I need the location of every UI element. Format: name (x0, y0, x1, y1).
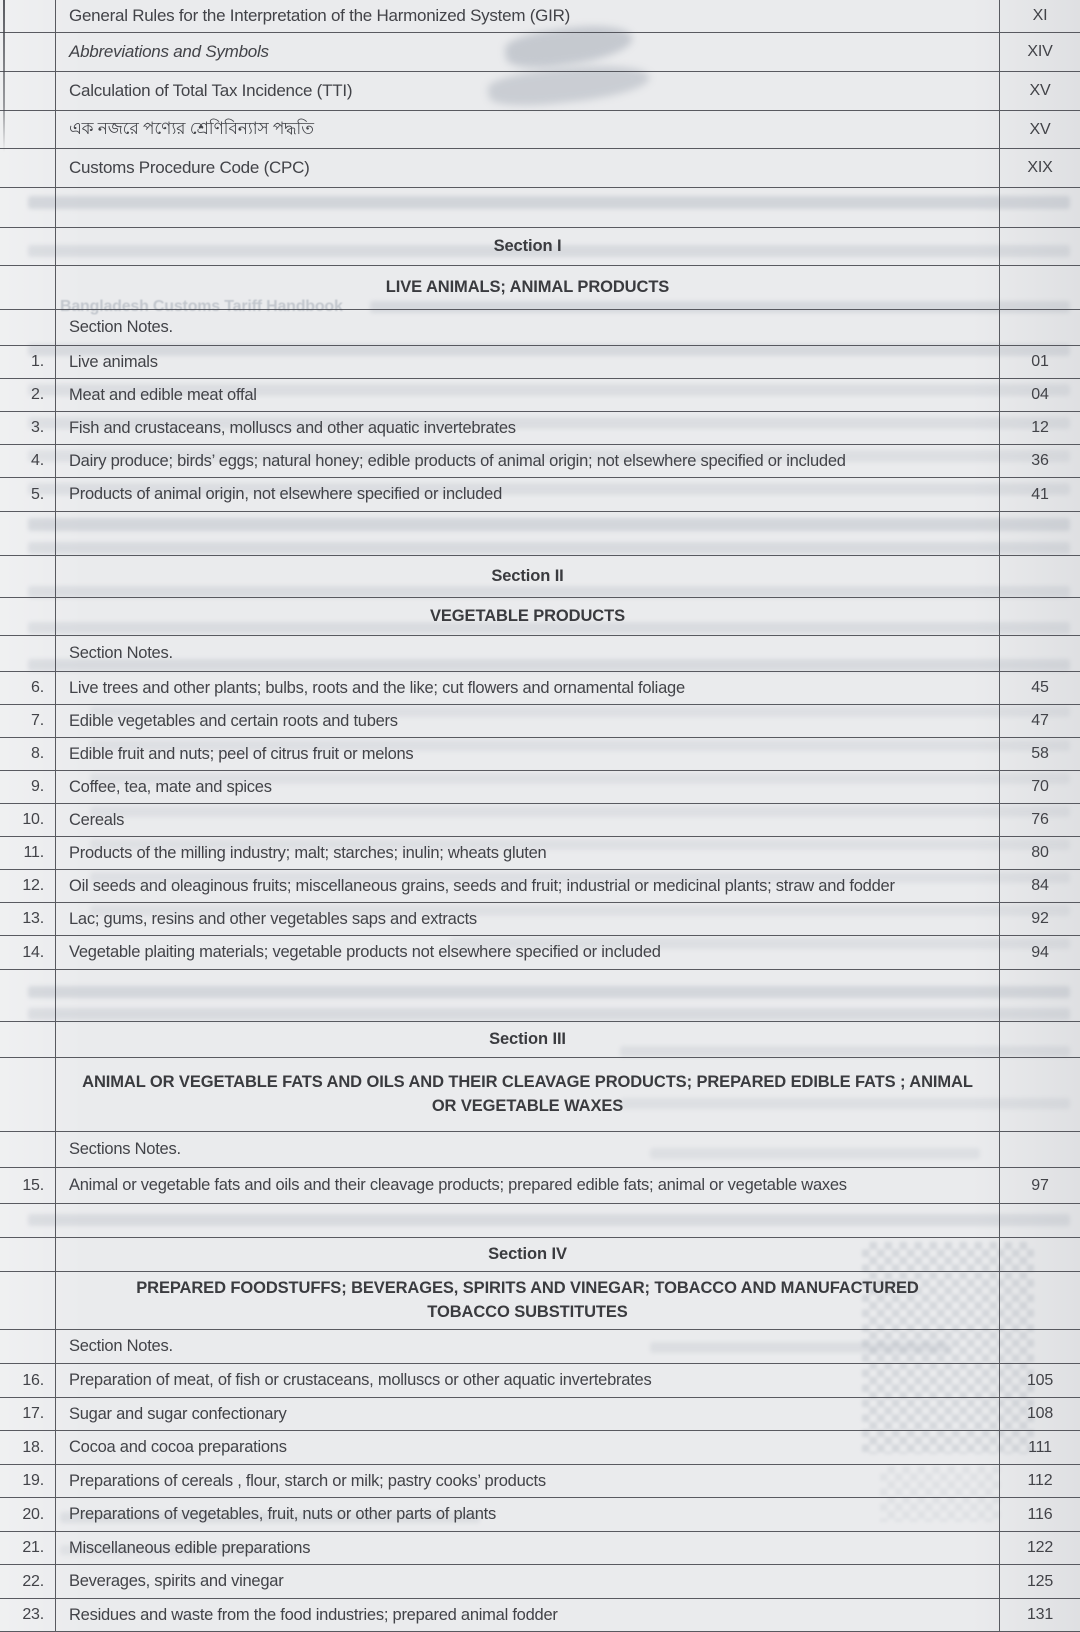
chapter-title: Live animals (69, 352, 158, 371)
section-title-row (0, 266, 1080, 310)
chapter-title: Edible vegetables and certain roots and tubers (69, 711, 398, 730)
chapter-number: 13. (0, 903, 56, 935)
table-row (0, 837, 1080, 870)
empty-number-cell (0, 228, 56, 265)
empty-number-cell (0, 0, 56, 32)
chapter-number: 10. (0, 804, 56, 836)
table-row (0, 1498, 1080, 1532)
table-row (0, 478, 1080, 512)
table-row (0, 936, 1080, 970)
chapter-title: Fish and crustaceans, molluscs and other aquatic invertebrates (69, 418, 516, 437)
table-row (0, 1364, 1080, 1398)
section-title-row (0, 598, 1080, 636)
page-number: 70 (999, 771, 1080, 803)
section-notes-label: Section Notes. (69, 318, 173, 336)
chapter-number: 15. (0, 1168, 56, 1203)
table-row (0, 672, 1080, 705)
page-number: 97 (999, 1168, 1080, 1203)
empty-page-cell (999, 1058, 1080, 1131)
page-number: 12 (999, 412, 1080, 444)
empty-page-cell (999, 970, 1080, 1021)
empty-page-cell (999, 512, 1080, 555)
section-heading: Section III (489, 1030, 566, 1048)
empty-page-cell (999, 1272, 1080, 1329)
section-title: VEGETABLE PRODUCTS (430, 606, 625, 625)
page-number: 76 (999, 804, 1080, 836)
page-number: 112 (999, 1465, 1080, 1497)
page-number: 58 (999, 738, 1080, 770)
section-heading-row (0, 1238, 1080, 1272)
table-row (0, 870, 1080, 903)
section-heading: Section II (491, 567, 564, 585)
chapter-number: 16. (0, 1364, 56, 1397)
empty-page-cell (999, 1330, 1080, 1363)
table-row (0, 804, 1080, 837)
section-notes-row (0, 636, 1080, 672)
section-notes-row (0, 310, 1080, 346)
empty-cell (56, 512, 999, 555)
page-number: 80 (999, 837, 1080, 869)
entry-title: Abbreviations and Symbols (69, 42, 269, 61)
section-title: PREPARED FOODSTUFFS; BEVERAGES, SPIRITS AND VINEGAR; TOBACCO AND MANUFACTURED TOBACCO SUBSTITUTES (136, 1278, 919, 1321)
section-heading: Section I (493, 237, 562, 255)
entry-title: General Rules for the Interpretation of the Harmonized System (GIR) (69, 6, 571, 25)
page-number: 125 (999, 1565, 1080, 1598)
table-row (0, 0, 1080, 33)
table-row (0, 1532, 1080, 1565)
empty-number-cell (0, 970, 56, 1021)
page-number: 47 (999, 705, 1080, 737)
section-notes-label: Sections Notes. (69, 1140, 181, 1158)
chapter-number: 3. (0, 412, 56, 444)
empty-number-cell (0, 1204, 56, 1237)
chapter-title: Vegetable plaiting materials; vegetable products not elsewhere specified or included (69, 943, 661, 961)
chapter-number: 12. (0, 870, 56, 902)
empty-page-cell (999, 598, 1080, 635)
entry-title: Customs Procedure Code (CPC) (69, 158, 310, 177)
chapter-number: 1. (0, 346, 56, 378)
page-number: 04 (999, 379, 1080, 411)
chapter-title: Lac; gums, resins and other vegetables saps and extracts (69, 909, 477, 928)
chapter-title: Sugar and sugar confectionary (69, 1404, 287, 1423)
chapter-number: 9. (0, 771, 56, 803)
chapter-title: Beverages, spirits and vinegar (69, 1572, 284, 1590)
chapter-title: Meat and edible meat offal (69, 385, 257, 404)
page-number: 105 (999, 1364, 1080, 1397)
page-number: 94 (999, 936, 1080, 969)
page-number: 36 (999, 445, 1080, 477)
table-row (0, 771, 1080, 804)
entry-title: এক নজরে পণ্যের শ্রেণিবিন্যাস পদ্ধতি (69, 118, 314, 138)
empty-page-cell (999, 1022, 1080, 1057)
chapter-number: 11. (0, 837, 56, 869)
page-number: XV (999, 72, 1080, 110)
chapter-title: Preparations of cereals , flour, starch or milk; pastry cooks’ products (69, 1471, 546, 1490)
empty-number-cell (0, 188, 56, 227)
empty-page-cell (999, 1132, 1080, 1167)
table-row (0, 33, 1080, 72)
ghost-gap-row (0, 970, 1080, 1022)
empty-number-cell (0, 310, 56, 345)
page-number: XIX (999, 149, 1080, 187)
chapter-number: 19. (0, 1465, 56, 1497)
table-row (0, 1398, 1080, 1431)
page-number: XI (999, 0, 1080, 32)
page-number: 122 (999, 1532, 1080, 1564)
section-title: LIVE ANIMALS; ANIMAL PRODUCTS (385, 277, 670, 296)
table-row (0, 1565, 1080, 1599)
section-title-row (0, 1272, 1080, 1330)
empty-cell (56, 970, 999, 1021)
entry-title: Calculation of Total Tax Incidence (TTI) (69, 81, 353, 100)
chapter-title: Preparation of meat, of fish or crustaceans, molluscs or other aquatic invertebrates (69, 1371, 652, 1389)
empty-number-cell (0, 1058, 56, 1131)
table-row (0, 738, 1080, 771)
empty-number-cell (0, 1132, 56, 1167)
section-notes-row (0, 1132, 1080, 1168)
page-number: 45 (999, 672, 1080, 704)
section-notes-label: Section Notes. (69, 1337, 173, 1355)
empty-number-cell (0, 149, 56, 187)
ghost-text-line: Bangladesh Customs Tariff Handbook (60, 298, 343, 315)
page-number: 84 (999, 870, 1080, 902)
empty-page-cell (999, 636, 1080, 671)
page-number: 92 (999, 903, 1080, 935)
empty-number-cell (0, 1022, 56, 1057)
table-row (0, 445, 1080, 478)
section-title: ANIMAL OR VEGETABLE FATS AND OILS AND THEIR CLEAVAGE PRODUCTS; PREPARED EDIBLE FATS ; ANIMAL OR VEGETABLE WAXES (82, 1072, 973, 1115)
empty-number-cell (0, 72, 56, 110)
table-row (0, 1465, 1080, 1498)
empty-cell (56, 1204, 999, 1237)
section-notes-row (0, 1330, 1080, 1364)
empty-number-cell (0, 598, 56, 635)
ghost-gap-row (0, 188, 1080, 228)
chapter-title: Dairy produce; birds’ eggs; natural honey; edible products of animal origin; not elsewhere specified or included (69, 451, 846, 470)
table-row (0, 111, 1080, 149)
chapter-title: Products of animal origin, not elsewhere specified or included (69, 485, 502, 503)
empty-number-cell (0, 33, 56, 71)
section-heading-row (0, 556, 1080, 598)
page-number: 41 (999, 478, 1080, 511)
table-row (0, 1599, 1080, 1632)
chapter-title: Animal or vegetable fats and oils and their cleavage products; prepared edible fats; animal or vegetable waxes (69, 1176, 847, 1194)
chapter-title: Cereals (69, 810, 125, 829)
empty-row (0, 1204, 1080, 1238)
page-number: 01 (999, 346, 1080, 378)
table-row (0, 903, 1080, 936)
page-number: 131 (999, 1599, 1080, 1631)
table-row (0, 1431, 1080, 1465)
section-heading: Section IV (488, 1245, 567, 1263)
empty-number-cell (0, 266, 56, 309)
section-title-row (0, 1058, 1080, 1132)
chapter-title: Products of the milling industry; malt; starches; inulin; wheats gluten (69, 843, 547, 862)
section-notes-label: Section Notes. (69, 644, 173, 662)
empty-number-cell (0, 111, 56, 148)
empty-page-cell (999, 266, 1080, 309)
chapter-title: Live trees and other plants; bulbs, roots and the like; cut flowers and ornamental foliage (69, 678, 685, 697)
table-row (0, 149, 1080, 188)
empty-page-cell (999, 1204, 1080, 1237)
empty-number-cell (0, 556, 56, 597)
table-row (0, 346, 1080, 379)
empty-number-cell (0, 512, 56, 555)
table-row (0, 412, 1080, 445)
chapter-number: 14. (0, 936, 56, 969)
ghost-gap-row (0, 512, 1080, 556)
chapter-title: Edible fruit and nuts; peel of citrus fruit or melons (69, 744, 414, 763)
section-heading-row (0, 228, 1080, 266)
chapter-title: Residues and waste from the food industries; prepared animal fodder (69, 1605, 558, 1624)
chapter-number: 22. (0, 1565, 56, 1598)
chapter-number: 7. (0, 705, 56, 737)
chapter-number: 18. (0, 1431, 56, 1464)
chapter-title: Miscellaneous edible preparations (69, 1538, 311, 1557)
chapter-title: Cocoa and cocoa preparations (69, 1438, 287, 1456)
table-row (0, 379, 1080, 412)
chapter-number: 17. (0, 1398, 56, 1430)
chapter-number: 5. (0, 478, 56, 511)
chapter-number: 20. (0, 1498, 56, 1531)
chapter-number: 4. (0, 445, 56, 477)
empty-number-cell (0, 1238, 56, 1271)
table-row (0, 705, 1080, 738)
empty-number-cell (0, 1330, 56, 1363)
empty-page-cell (999, 228, 1080, 265)
chapter-number: 23. (0, 1599, 56, 1631)
page-number: 116 (999, 1498, 1080, 1531)
empty-page-cell (999, 1238, 1080, 1271)
empty-page-cell (999, 556, 1080, 597)
chapter-number: 8. (0, 738, 56, 770)
chapter-number: 2. (0, 379, 56, 411)
section-heading-row (0, 1022, 1080, 1058)
chapter-number: 21. (0, 1532, 56, 1564)
empty-page-cell (999, 188, 1080, 227)
empty-page-cell (999, 310, 1080, 345)
chapter-number: 6. (0, 672, 56, 704)
table-row (0, 72, 1080, 111)
chapter-title: Coffee, tea, mate and spices (69, 777, 272, 796)
chapter-title: Oil seeds and oleaginous fruits; miscellaneous grains, seeds and fruit; industrial or medicinal plants; straw and fodder (69, 876, 895, 895)
page-number: 111 (999, 1431, 1080, 1464)
chapter-title: Preparations of vegetables, fruit, nuts or other parts of plants (69, 1505, 496, 1523)
empty-number-cell (0, 1272, 56, 1329)
page-number: XV (999, 111, 1080, 148)
empty-cell (56, 188, 999, 227)
page-number: 108 (999, 1398, 1080, 1430)
table-row (0, 1168, 1080, 1204)
page-number: XIV (999, 33, 1080, 71)
empty-number-cell (0, 636, 56, 671)
